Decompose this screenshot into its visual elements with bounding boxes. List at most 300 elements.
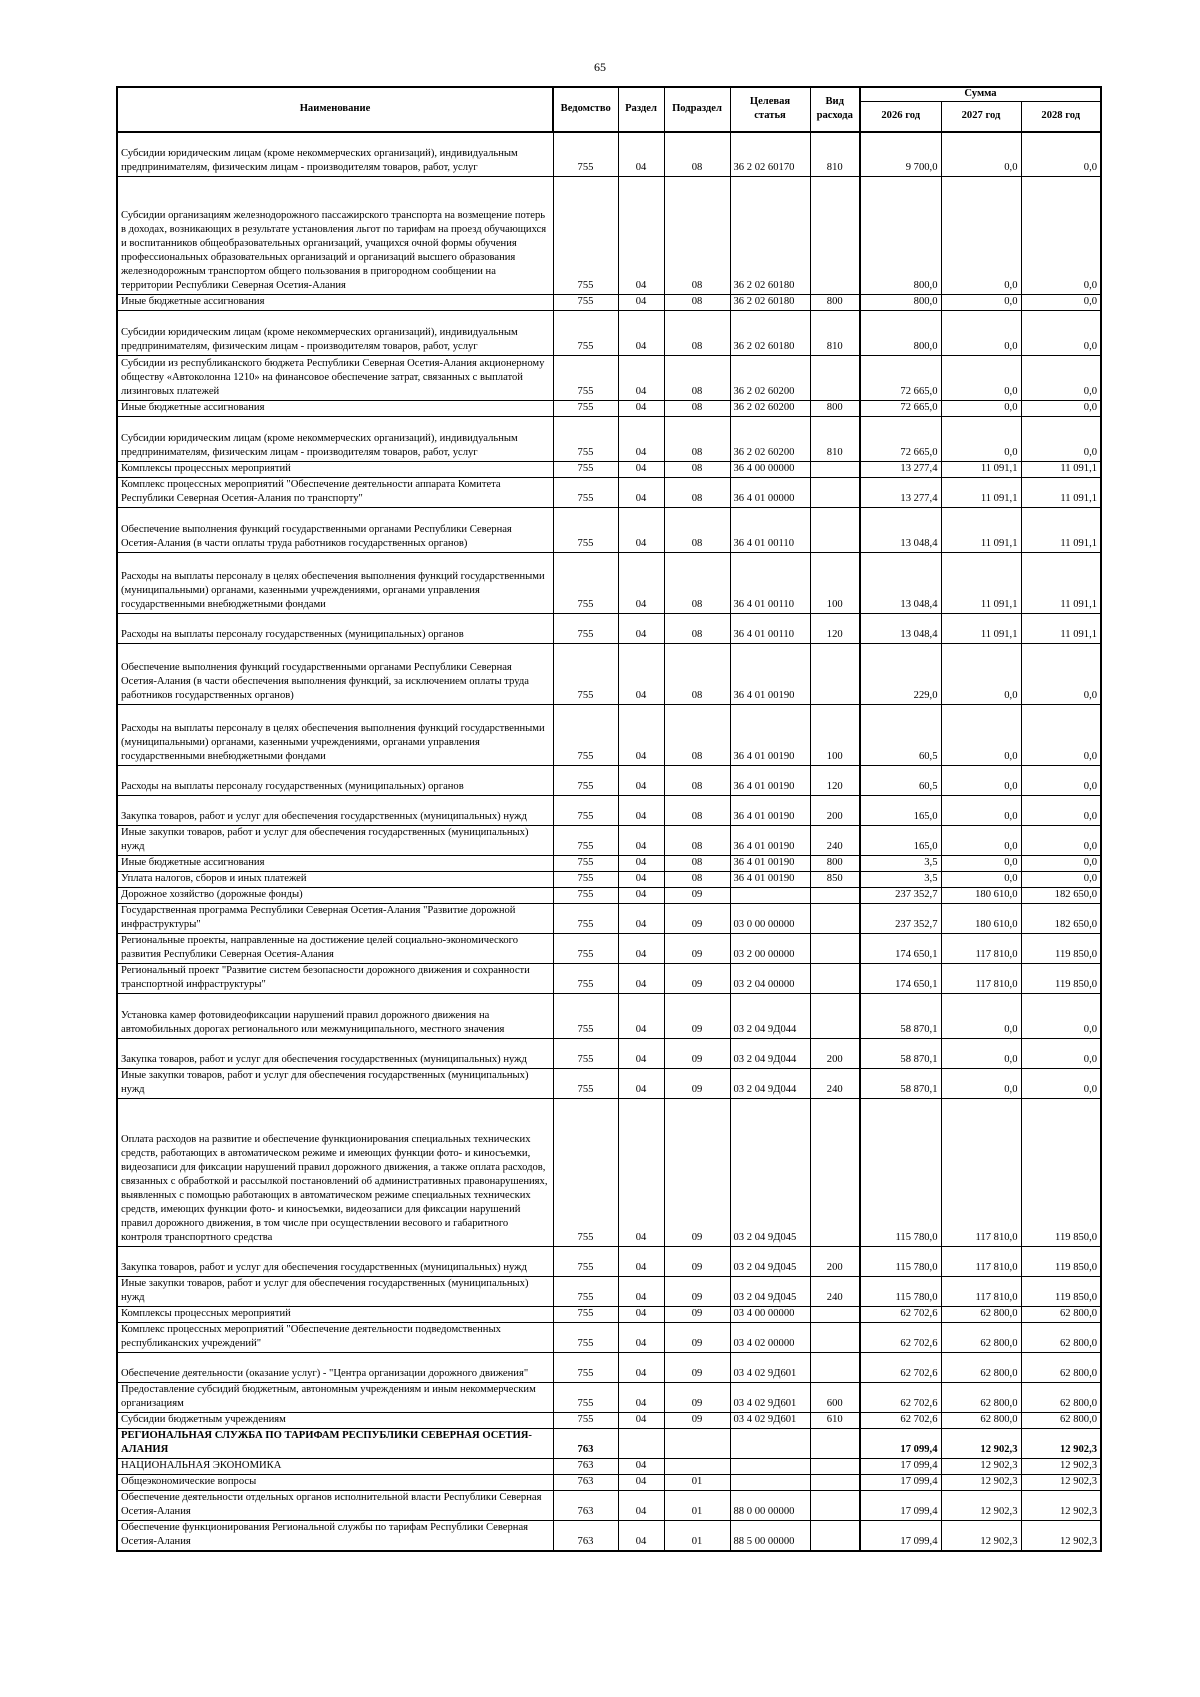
table-row [117, 1307, 1101, 1323]
cell-dept: 755 [553, 553, 618, 614]
cell-name: Государственная программа Республики Северная Осетия-Алания "Развитие дорожной инфраструктуры" [117, 904, 553, 934]
cell-name: Расходы на выплаты персоналу в целях обеспечения выполнения функций государственными (муниципальными) органами, казенными учреждениями, органами управления государственными внебюджетными фондами [117, 705, 553, 766]
cell-kind: 800 [810, 295, 860, 311]
cell-kind: 610 [810, 1413, 860, 1429]
table-row [117, 1099, 1101, 1247]
cell-2028: 0,0 [1021, 856, 1101, 872]
cell-2027: 11 091,1 [941, 508, 1021, 553]
header-target: Целевая статья [730, 87, 810, 132]
cell-2027: 117 810,0 [941, 964, 1021, 994]
cell-2027: 11 091,1 [941, 553, 1021, 614]
cell-kind [810, 1459, 860, 1475]
cell-section: 04 [618, 826, 664, 856]
cell-dept: 755 [553, 1383, 618, 1413]
cell-name: Уплата налогов, сборов и иных платежей [117, 872, 553, 888]
table-row [117, 994, 1101, 1039]
cell-target [730, 1475, 810, 1491]
cell-2027: 11 091,1 [941, 478, 1021, 508]
cell-section: 04 [618, 311, 664, 356]
cell-2028: 62 800,0 [1021, 1383, 1101, 1413]
cell-name: Иные закупки товаров, работ и услуг для обеспечения государственных (муниципальных) нужд [117, 1069, 553, 1099]
cell-2026: 174 650,1 [860, 934, 941, 964]
cell-2027: 0,0 [941, 826, 1021, 856]
cell-2027: 117 810,0 [941, 1247, 1021, 1277]
cell-2028: 62 800,0 [1021, 1413, 1101, 1429]
table-row [117, 872, 1101, 888]
cell-target: 03 2 04 9Д044 [730, 1069, 810, 1099]
cell-target: 36 4 01 00190 [730, 856, 810, 872]
cell-dept: 755 [553, 1353, 618, 1383]
cell-name: Иные бюджетные ассигнования [117, 856, 553, 872]
cell-2027: 0,0 [941, 994, 1021, 1039]
table-row [117, 1323, 1101, 1353]
cell-2028: 62 800,0 [1021, 1307, 1101, 1323]
cell-2028: 0,0 [1021, 994, 1101, 1039]
table-row [117, 705, 1101, 766]
cell-kind: 800 [810, 401, 860, 417]
cell-dept: 755 [553, 311, 618, 356]
cell-2027: 0,0 [941, 1039, 1021, 1069]
cell-subsection: 08 [664, 478, 730, 508]
cell-subsection: 09 [664, 1099, 730, 1247]
cell-subsection: 01 [664, 1491, 730, 1521]
cell-section: 04 [618, 994, 664, 1039]
cell-dept: 755 [553, 934, 618, 964]
cell-subsection: 08 [664, 614, 730, 644]
cell-2028: 11 091,1 [1021, 553, 1101, 614]
cell-2026: 115 780,0 [860, 1277, 941, 1307]
table-row [117, 1413, 1101, 1429]
cell-section: 04 [618, 132, 664, 177]
cell-subsection: 08 [664, 766, 730, 796]
cell-2028: 12 902,3 [1021, 1475, 1101, 1491]
table-row [117, 644, 1101, 705]
cell-target [730, 1429, 810, 1459]
cell-subsection: 08 [664, 705, 730, 766]
cell-2026: 13 048,4 [860, 508, 941, 553]
cell-2026: 237 352,7 [860, 904, 941, 934]
cell-subsection [664, 1429, 730, 1459]
cell-2028: 0,0 [1021, 872, 1101, 888]
cell-target [730, 1459, 810, 1475]
cell-2028: 0,0 [1021, 132, 1101, 177]
cell-target: 88 5 00 00000 [730, 1521, 810, 1552]
cell-2026: 3,5 [860, 872, 941, 888]
cell-2028: 11 091,1 [1021, 614, 1101, 644]
cell-section: 04 [618, 462, 664, 478]
cell-subsection: 08 [664, 356, 730, 401]
cell-2026: 58 870,1 [860, 1039, 941, 1069]
cell-dept: 755 [553, 1069, 618, 1099]
cell-section: 04 [618, 508, 664, 553]
cell-2027: 0,0 [941, 356, 1021, 401]
cell-target: 36 4 01 00110 [730, 508, 810, 553]
cell-2026: 17 099,4 [860, 1459, 941, 1475]
cell-dept: 755 [553, 417, 618, 462]
cell-2027: 0,0 [941, 417, 1021, 462]
cell-2026: 165,0 [860, 796, 941, 826]
table-row [117, 311, 1101, 356]
cell-dept: 755 [553, 1277, 618, 1307]
cell-2026: 17 099,4 [860, 1491, 941, 1521]
cell-dept: 755 [553, 1039, 618, 1069]
cell-dept: 763 [553, 1475, 618, 1491]
table-row [117, 888, 1101, 904]
cell-name: Субсидии юридическим лицам (кроме некоммерческих организаций), индивидуальным предпринимателям, физическим лицам - производителям товаров, работ, услуг [117, 417, 553, 462]
cell-2027: 0,0 [941, 132, 1021, 177]
cell-2026: 800,0 [860, 295, 941, 311]
cell-subsection: 09 [664, 934, 730, 964]
cell-section: 04 [618, 417, 664, 462]
cell-name: Субсидии организациям железнодорожного пассажирского транспорта на возмещение потерь в доходах, возникающих в результате установления льгот по тарифам на проезд обучающихся и воспитанников общеобразовательных организаций, учащихся очной формы обучения профессиональных образовательных организаций и организаций высшего образования железнодорожным транспортом общего пользования в пригородном сообщении на территории Республики Северная Осетия-Алания [117, 177, 553, 295]
cell-name: Субсидии из республиканского бюджета Республики Северная Осетия-Алания акционерному обществу «Автоколонна 1210» на финансовое обеспечение затрат, связанных с выплатой лизинговых платежей [117, 356, 553, 401]
cell-dept: 755 [553, 295, 618, 311]
cell-target: 03 2 04 00000 [730, 964, 810, 994]
cell-section: 04 [618, 1039, 664, 1069]
cell-target: 36 2 02 60180 [730, 311, 810, 356]
cell-dept: 755 [553, 1323, 618, 1353]
page-number: 65 [594, 60, 606, 74]
cell-2026: 115 780,0 [860, 1099, 941, 1247]
table-row [117, 401, 1101, 417]
cell-2028: 119 850,0 [1021, 934, 1101, 964]
cell-dept: 755 [553, 888, 618, 904]
cell-kind: 240 [810, 1277, 860, 1307]
table-row [117, 934, 1101, 964]
table-row [117, 508, 1101, 553]
cell-2028: 12 902,3 [1021, 1521, 1101, 1552]
cell-2027: 0,0 [941, 766, 1021, 796]
cell-target: 36 4 01 00000 [730, 478, 810, 508]
cell-kind [810, 356, 860, 401]
cell-name: Обеспечение выполнения функций государственными органами Республики Северная Осетия-Алания (в части оплаты труда работников государственных органов) [117, 508, 553, 553]
cell-kind [810, 934, 860, 964]
header-2026: 2026 год [860, 102, 941, 132]
cell-2028: 62 800,0 [1021, 1353, 1101, 1383]
cell-target: 03 2 04 9Д045 [730, 1247, 810, 1277]
cell-name: Субсидии бюджетным учреждениям [117, 1413, 553, 1429]
cell-2026: 62 702,6 [860, 1323, 941, 1353]
cell-kind: 120 [810, 614, 860, 644]
cell-2028: 0,0 [1021, 311, 1101, 356]
cell-section: 04 [618, 1459, 664, 1475]
cell-subsection: 09 [664, 1383, 730, 1413]
cell-2027: 0,0 [941, 856, 1021, 872]
cell-target: 36 2 02 60170 [730, 132, 810, 177]
cell-kind [810, 964, 860, 994]
cell-2026: 13 048,4 [860, 614, 941, 644]
table-row [117, 478, 1101, 508]
cell-dept: 755 [553, 508, 618, 553]
cell-name: Иные закупки товаров, работ и услуг для обеспечения государственных (муниципальных) нужд [117, 826, 553, 856]
cell-2028: 0,0 [1021, 295, 1101, 311]
cell-name: Общеэкономические вопросы [117, 1475, 553, 1491]
table-row [117, 1491, 1101, 1521]
cell-2027: 62 800,0 [941, 1307, 1021, 1323]
cell-section: 04 [618, 295, 664, 311]
cell-dept: 755 [553, 462, 618, 478]
cell-subsection: 08 [664, 644, 730, 705]
cell-2026: 800,0 [860, 177, 941, 295]
cell-2026: 800,0 [860, 311, 941, 356]
cell-2028: 11 091,1 [1021, 478, 1101, 508]
cell-subsection: 08 [664, 417, 730, 462]
cell-kind [810, 1521, 860, 1552]
table-row [117, 1383, 1101, 1413]
table-row [117, 132, 1101, 177]
cell-2028: 119 850,0 [1021, 1247, 1101, 1277]
cell-section: 04 [618, 872, 664, 888]
cell-2028: 0,0 [1021, 826, 1101, 856]
table-row [117, 964, 1101, 994]
table-row [117, 1429, 1101, 1459]
cell-target: 36 4 00 00000 [730, 462, 810, 478]
cell-subsection: 09 [664, 1323, 730, 1353]
cell-section: 04 [618, 1475, 664, 1491]
cell-2026: 13 048,4 [860, 553, 941, 614]
cell-2028: 0,0 [1021, 401, 1101, 417]
cell-kind: 120 [810, 766, 860, 796]
cell-subsection: 09 [664, 1307, 730, 1323]
cell-2028: 119 850,0 [1021, 1099, 1101, 1247]
header-2028: 2028 год [1021, 102, 1101, 132]
cell-name: Региональные проекты, направленные на достижение целей социально-экономического развития Республики Северная Осетия-Алания [117, 934, 553, 964]
cell-2027: 12 902,3 [941, 1491, 1021, 1521]
cell-target: 03 2 04 9Д045 [730, 1099, 810, 1247]
cell-2027: 0,0 [941, 705, 1021, 766]
cell-2028: 182 650,0 [1021, 888, 1101, 904]
cell-dept: 755 [553, 796, 618, 826]
cell-2027: 0,0 [941, 311, 1021, 356]
cell-kind [810, 1323, 860, 1353]
table-row [117, 904, 1101, 934]
cell-section: 04 [618, 356, 664, 401]
cell-2026: 17 099,4 [860, 1521, 941, 1552]
cell-kind: 600 [810, 1383, 860, 1413]
cell-subsection: 08 [664, 311, 730, 356]
cell-dept: 755 [553, 766, 618, 796]
cell-target: 03 4 02 9Д601 [730, 1413, 810, 1429]
cell-target: 03 2 04 9Д044 [730, 1039, 810, 1069]
cell-section: 04 [618, 1099, 664, 1247]
cell-target: 36 4 01 00190 [730, 872, 810, 888]
table-row [117, 553, 1101, 614]
cell-target: 36 2 02 60180 [730, 177, 810, 295]
cell-section: 04 [618, 614, 664, 644]
cell-kind: 200 [810, 1247, 860, 1277]
cell-2028: 0,0 [1021, 644, 1101, 705]
cell-name: Обеспечение функционирования Региональной службы по тарифам Республики Северная Осетия-Алания [117, 1521, 553, 1552]
cell-dept: 763 [553, 1459, 618, 1475]
cell-target: 03 4 00 00000 [730, 1307, 810, 1323]
cell-subsection: 08 [664, 401, 730, 417]
cell-dept: 755 [553, 994, 618, 1039]
cell-2026: 58 870,1 [860, 1069, 941, 1099]
cell-2027: 62 800,0 [941, 1353, 1021, 1383]
cell-2026: 62 702,6 [860, 1383, 941, 1413]
cell-kind [810, 508, 860, 553]
table-row [117, 356, 1101, 401]
table-row [117, 796, 1101, 826]
table-row [117, 417, 1101, 462]
table-row [117, 766, 1101, 796]
cell-2028: 119 850,0 [1021, 1277, 1101, 1307]
cell-kind: 240 [810, 1069, 860, 1099]
cell-name: Иные бюджетные ассигнования [117, 401, 553, 417]
cell-name: Оплата расходов на развитие и обеспечение функционирования специальных технических средств, работающих в автоматическом режиме и имеющих функции фото- и киносъемки, видеозаписи для фиксации нарушений правил дорожного движения, а также оплата расходов, связанных с обработкой и рассылкой постановлений об административных правонарушениях, выявленных с помощью работающих в автоматическом режиме специальных технических средств, имеющих функции фото- и киносъемки, видеозаписи для фиксации нарушений правил дорожного движения, в том числе при осуществлении весового и габаритного контроля транспортного средства [117, 1099, 553, 1247]
table-row [117, 826, 1101, 856]
cell-subsection: 09 [664, 1277, 730, 1307]
cell-subsection: 09 [664, 1069, 730, 1099]
cell-2026: 62 702,6 [860, 1413, 941, 1429]
cell-target: 36 4 01 00190 [730, 766, 810, 796]
header-subsection: Подраздел [664, 87, 730, 132]
cell-2027: 0,0 [941, 177, 1021, 295]
cell-subsection: 01 [664, 1521, 730, 1552]
cell-2027: 117 810,0 [941, 1277, 1021, 1307]
cell-2028: 0,0 [1021, 1039, 1101, 1069]
cell-name: Расходы на выплаты персоналу государственных (муниципальных) органов [117, 614, 553, 644]
cell-kind: 200 [810, 1039, 860, 1069]
cell-2027: 12 902,3 [941, 1521, 1021, 1552]
cell-2028: 11 091,1 [1021, 508, 1101, 553]
cell-target: 36 2 02 60180 [730, 295, 810, 311]
cell-2027: 180 610,0 [941, 888, 1021, 904]
cell-name: РЕГИОНАЛЬНАЯ СЛУЖБА ПО ТАРИФАМ РЕСПУБЛИКИ СЕВЕРНАЯ ОСЕТИЯ-АЛАНИЯ [117, 1429, 553, 1459]
cell-name: Расходы на выплаты персоналу государственных (муниципальных) органов [117, 766, 553, 796]
cell-section: 04 [618, 1277, 664, 1307]
cell-target: 36 4 01 00110 [730, 553, 810, 614]
cell-subsection: 09 [664, 1247, 730, 1277]
table-row [117, 1069, 1101, 1099]
cell-subsection: 08 [664, 462, 730, 478]
cell-kind [810, 904, 860, 934]
cell-section: 04 [618, 888, 664, 904]
cell-2028: 119 850,0 [1021, 964, 1101, 994]
cell-2028: 11 091,1 [1021, 462, 1101, 478]
cell-name: Обеспечение деятельности отдельных органов исполнительной власти Республики Северная Осетия-Алания [117, 1491, 553, 1521]
table-row [117, 614, 1101, 644]
cell-2028: 12 902,3 [1021, 1429, 1101, 1459]
cell-2027: 11 091,1 [941, 462, 1021, 478]
table-body [117, 132, 1101, 1552]
cell-kind [810, 888, 860, 904]
cell-target: 36 4 01 00110 [730, 614, 810, 644]
cell-2027: 0,0 [941, 872, 1021, 888]
cell-2026: 229,0 [860, 644, 941, 705]
cell-target: 03 2 00 00000 [730, 934, 810, 964]
cell-target: 03 0 00 00000 [730, 904, 810, 934]
table-row [117, 462, 1101, 478]
cell-subsection: 09 [664, 1353, 730, 1383]
cell-section: 04 [618, 1069, 664, 1099]
cell-subsection: 08 [664, 177, 730, 295]
cell-name: НАЦИОНАЛЬНАЯ ЭКОНОМИКА [117, 1459, 553, 1475]
cell-section: 04 [618, 796, 664, 826]
cell-kind: 810 [810, 417, 860, 462]
cell-section: 04 [618, 1491, 664, 1521]
cell-name: Комплексы процессных мероприятий [117, 1307, 553, 1323]
cell-kind [810, 1099, 860, 1247]
cell-dept: 755 [553, 904, 618, 934]
cell-2027: 0,0 [941, 1069, 1021, 1099]
cell-subsection: 09 [664, 964, 730, 994]
cell-target: 36 4 01 00190 [730, 796, 810, 826]
cell-2028: 0,0 [1021, 796, 1101, 826]
cell-name: Иные закупки товаров, работ и услуг для обеспечения государственных (муниципальных) нужд [117, 1277, 553, 1307]
header-section: Раздел [618, 87, 664, 132]
cell-section: 04 [618, 766, 664, 796]
cell-2028: 0,0 [1021, 705, 1101, 766]
cell-section: 04 [618, 1383, 664, 1413]
cell-dept: 755 [553, 478, 618, 508]
cell-2027: 117 810,0 [941, 934, 1021, 964]
table-row [117, 1277, 1101, 1307]
cell-dept: 755 [553, 1307, 618, 1323]
cell-2027: 12 902,3 [941, 1475, 1021, 1491]
cell-target: 03 4 02 00000 [730, 1323, 810, 1353]
cell-name: Региональный проект "Развитие систем безопасности дорожного движения и сохранности транспортной инфраструктуры" [117, 964, 553, 994]
cell-2027: 12 902,3 [941, 1429, 1021, 1459]
cell-2028: 0,0 [1021, 1069, 1101, 1099]
cell-2028: 0,0 [1021, 356, 1101, 401]
cell-section: 04 [618, 401, 664, 417]
cell-subsection: 08 [664, 132, 730, 177]
header-sum: Сумма [860, 87, 1101, 102]
cell-target: 36 4 01 00190 [730, 644, 810, 705]
cell-2028: 12 902,3 [1021, 1459, 1101, 1475]
cell-subsection: 08 [664, 295, 730, 311]
cell-2026: 3,5 [860, 856, 941, 872]
cell-name: Субсидии юридическим лицам (кроме некоммерческих организаций), индивидуальным предпринимателям, физическим лицам - производителям товаров, работ, услуг [117, 311, 553, 356]
cell-subsection: 09 [664, 1413, 730, 1429]
cell-section: 04 [618, 553, 664, 614]
cell-2027: 117 810,0 [941, 1099, 1021, 1247]
cell-2028: 12 902,3 [1021, 1491, 1101, 1521]
cell-2027: 0,0 [941, 401, 1021, 417]
cell-2028: 0,0 [1021, 417, 1101, 462]
cell-2027: 180 610,0 [941, 904, 1021, 934]
cell-2026: 174 650,1 [860, 964, 941, 994]
cell-name: Установка камер фотовидеофиксации нарушений правил дорожного движения на автомобильных дорогах регионального или межмуниципального, местного значения [117, 994, 553, 1039]
cell-kind: 100 [810, 705, 860, 766]
cell-target: 03 2 04 9Д045 [730, 1277, 810, 1307]
cell-name: Закупка товаров, работ и услуг для обеспечения государственных (муниципальных) нужд [117, 1247, 553, 1277]
cell-kind: 100 [810, 553, 860, 614]
cell-subsection: 09 [664, 888, 730, 904]
cell-section: 04 [618, 705, 664, 766]
cell-kind [810, 1353, 860, 1383]
cell-kind: 850 [810, 872, 860, 888]
header-kind: Вид расхода [810, 87, 860, 132]
cell-2026: 165,0 [860, 826, 941, 856]
cell-target: 88 0 00 00000 [730, 1491, 810, 1521]
cell-name: Субсидии юридическим лицам (кроме некоммерческих организаций), индивидуальным предпринимателям, физическим лицам - производителям товаров, работ, услуг [117, 132, 553, 177]
cell-2026: 9 700,0 [860, 132, 941, 177]
cell-2026: 115 780,0 [860, 1247, 941, 1277]
table-row [117, 1521, 1101, 1552]
cell-2026: 72 665,0 [860, 356, 941, 401]
cell-section: 04 [618, 856, 664, 872]
cell-name: Обеспечение выполнения функций государственными органами Республики Северная Осетия-Алания (в части обеспечения выполнения функций, за исключением оплаты труда работников государственных органов) [117, 644, 553, 705]
cell-dept: 755 [553, 1247, 618, 1277]
header-dept: Ведомство [553, 87, 618, 132]
cell-2028: 0,0 [1021, 766, 1101, 796]
cell-2027: 62 800,0 [941, 1383, 1021, 1413]
cell-kind [810, 177, 860, 295]
table-row [117, 1475, 1101, 1491]
cell-2027: 62 800,0 [941, 1323, 1021, 1353]
